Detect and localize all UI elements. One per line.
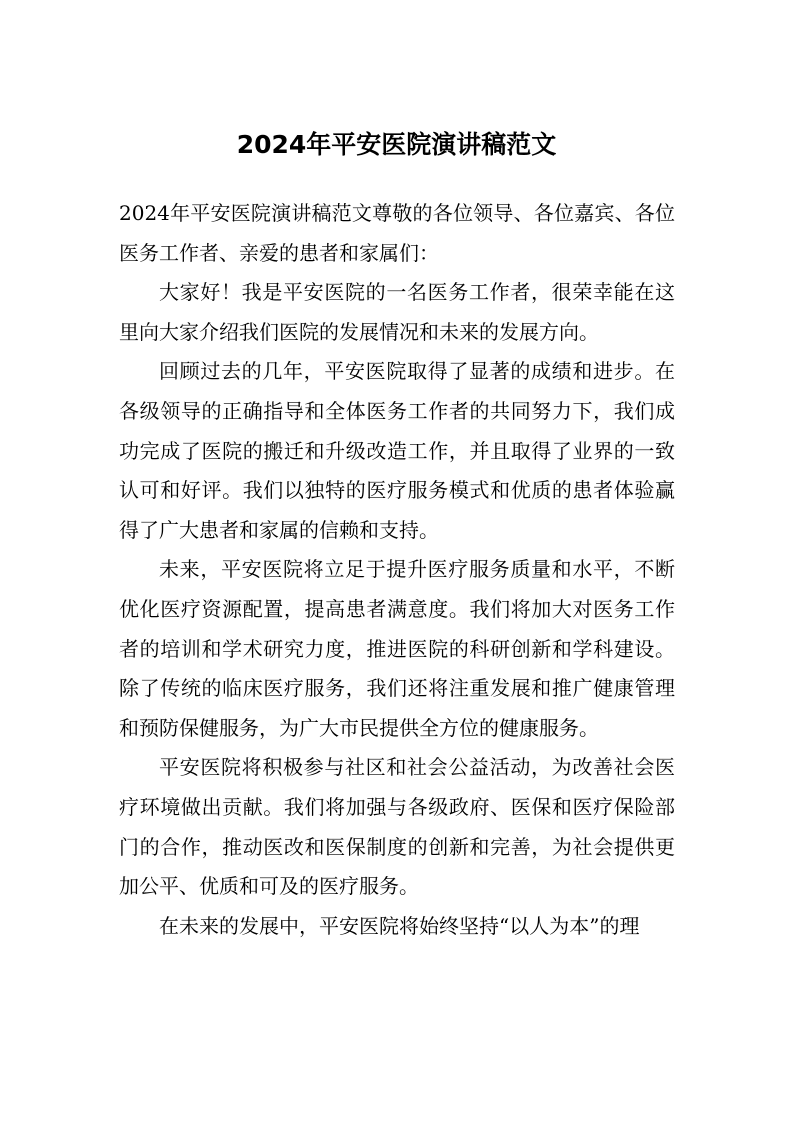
document-title: 2024年平安医院演讲稿范文 bbox=[236, 130, 557, 159]
paragraph-principle: 在未来的发展中，平安医院将始终坚持“以人为本”的理 bbox=[159, 913, 640, 938]
paragraph-review: 回顾过去的几年，平安医院取得了显著的成绩和进步。在各级领导的正确指导和全体医务工作者的共同努力下，我们成功完成了医院的搬迁和升级改造工作，并且取得了业界的一致认可和好评。我们以独特的医疗服务模式和优质的患者体验赢得了广大患者和家属的信赖和支持。 bbox=[119, 359, 675, 542]
document-body bbox=[119, 194, 675, 946]
paragraph-greeting: 2024年平安医院演讲稿范文尊敬的各位领导、各位嘉宾、各位医务工作者、亲爱的患者和家属们： bbox=[119, 201, 675, 265]
paragraph-intro: 大家好！我是平安医院的一名医务工作者，很荣幸能在这里向大家介绍我们医院的发展情况和未来的发展方向。 bbox=[119, 280, 675, 344]
paragraph-future: 未来，平安医院将立足于提升医疗服务质量和水平，不断优化医疗资源配置，提高患者满意度。我们将加大对医务工作者的培训和学术研究力度，推进医院的科研创新和学科建设。除了传统的临床医疗服务，我们还将注重发展和推广健康管理和预防保健服务，为广大市民提供全方位的健康服务。 bbox=[119, 557, 675, 740]
paragraph-community: 平安医院将积极参与社区和社会公益活动，为改善社会医疗环境做出贡献。我们将加强与各级政府、医保和医疗保险部门的合作，推动医改和医保制度的创新和完善，为社会提供更加公平、优质和可及的医疗服务。 bbox=[119, 755, 675, 899]
